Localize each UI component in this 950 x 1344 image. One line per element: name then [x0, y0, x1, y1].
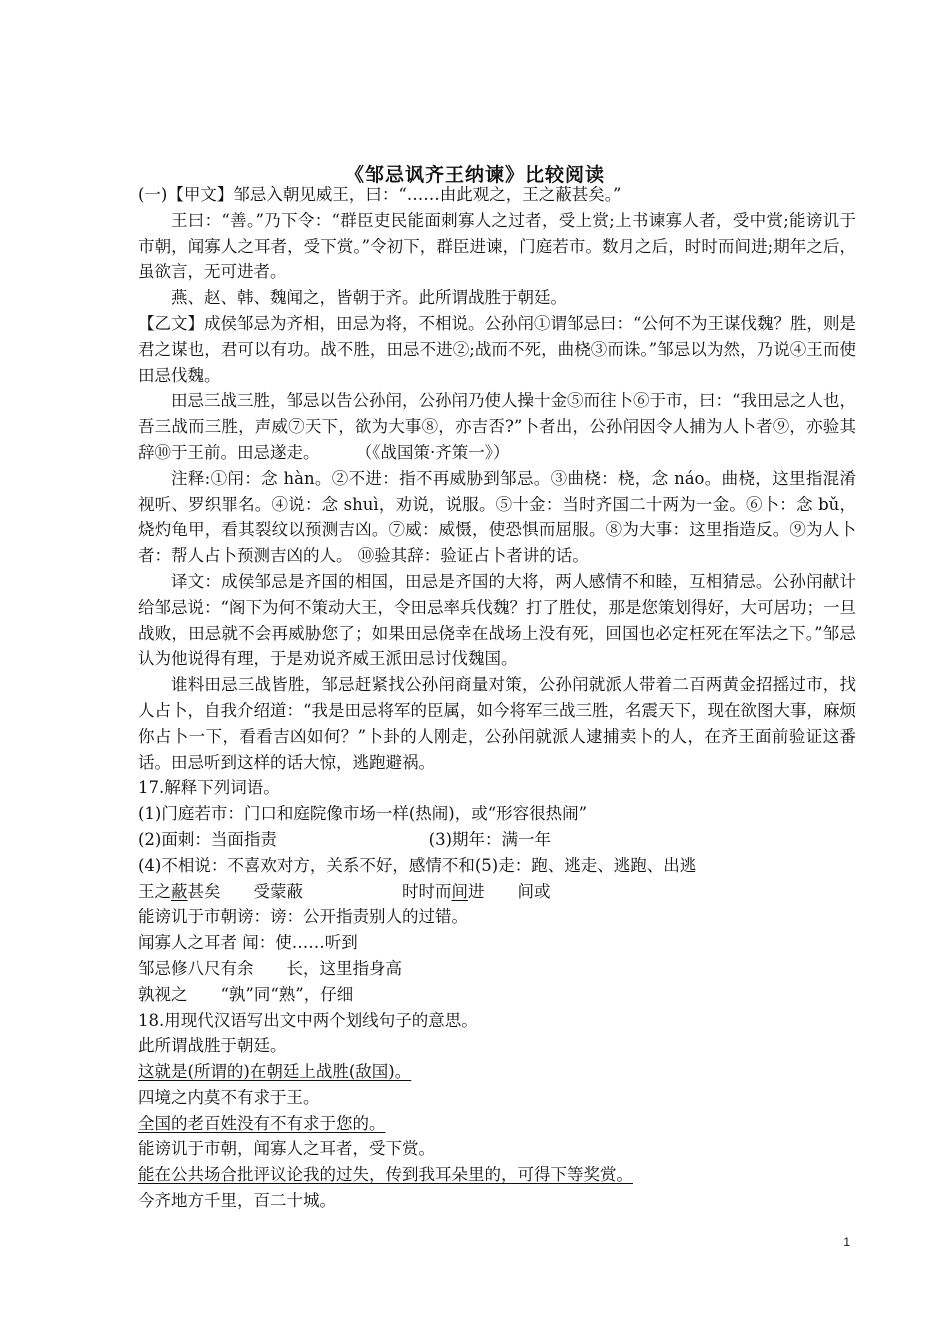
notes-paragraph: 注释:①闬：念 hàn。②不进：指不再威胁到邹忌。③曲桡：桡，念 náo。曲桡，这里指混淆视听、罗织罪名。④说：念 shuì，劝说，说服。⑤十金：当时齐国二十两为一金。⑥卜：念 bǔ，烧灼龟甲，看其裂纹以预测吉凶。⑦威：威慑，使恐惧而屈服。⑧为大事：这里指造反。⑨为人卜者：帮人占卜预测吉凶的人。 ⑩验其辞：验证占卜者讲的话。 — [138, 468, 856, 566]
page-title: 《邹忌讽齐王纳谏》比较阅读 — [344, 164, 605, 186]
jiawen-paragraph-3: 燕、赵、韩、魏闻之，皆朝于齐。此所谓战胜于朝廷。 — [171, 288, 567, 308]
q18-sentence-2: 四境之内莫不有求于王。 — [138, 1087, 320, 1107]
q17-word-post: 甚矣 — [187, 881, 221, 901]
q17-word2-post: 进 — [468, 881, 485, 901]
q17-line-4 — [138, 879, 856, 905]
q17-phrase-xiu: 邹忌修八尺有余 — [138, 958, 254, 978]
translation-paragraph-2: 谁料田忌三战皆胜，邹忌赶紧找公孙闬商量对策，公孙闬就派人带着二百两黄金招摇过市，找人占卜，自我介绍道：“我是田忌将军的臣属，如今将军三战三胜，名震天下，现在欲图大事，麻烦你占卜一下，看看吉凶如何？”卜卦的人刚走，公孙闬就派人逮捕卖卜的人，在齐王面前验证这番话。田忌听到这样的话大惊，逃跑避祸。 — [138, 675, 856, 772]
q17-line-5: 能谤讥于市朝谤：谤：公开指责别人的过错。 — [138, 907, 468, 927]
q17-item-2: (2)面刺：当面指责 — [138, 829, 277, 849]
q18-sentence-1: 此所谓战胜于朝廷。 — [138, 1036, 287, 1056]
q17-word-pre: 王之 — [138, 881, 171, 901]
q17-line-7 — [138, 956, 856, 982]
q18-sentence-4: 今齐地方千里，百二十城。 — [138, 1191, 336, 1211]
q17-word-underlined-jian: 间 — [451, 881, 468, 901]
q17-meaning-xiu: 长，这里指身高 — [286, 958, 402, 978]
q17-phrase-shu: 孰视之 — [138, 984, 188, 1004]
q18-answer-1-text: 这就是(所谓的)在朝廷上战胜(敌国)。 — [138, 1062, 412, 1082]
q17-word-meaning-jian: 间或 — [517, 881, 551, 901]
q18-answer-3-text: 能在公共场合批评议论我的过失，传到我耳朵里的，可得下等奖赏。 — [138, 1165, 633, 1185]
translation-paragraph-1: 译文：成侯邹忌是齐国的相国，田忌是齐国的大将，两人感情不和睦，互相猜忌。公孙闬献计给邹忌说：“阁下为何不策动大王，令田忌率兵伐魏？打了胜仗，那是您策划得好，大可居功；一旦战败，田忌就不会再威胁您了；如果田忌侥幸在战场上没有死，回国也必定枉死在军法之下。”邹忌认为他说得有理，于是劝说齐威王派田忌讨伐魏国。 — [138, 571, 856, 669]
jiawen-paragraph-1 — [138, 182, 856, 208]
q17-line-8 — [138, 982, 856, 1008]
q18-answer-2-text: 全国的老百姓没有不有求于您的。 — [138, 1113, 386, 1133]
q17-word2-pre: 时时而 — [402, 881, 452, 901]
q18-heading: 18.用现代汉语写出文中两个划线句子的意思。 — [138, 1010, 478, 1030]
yiwen-text-2: 田忌三战三胜，邹忌以告公孙闬，公孙闬乃使人操十金⑤而往卜⑥于市，曰：“我田忌之人也，吾三战而三胜，声威⑦天下，欲为大事⑧，亦吉否?”卜者出，公孙闬因令人捕为人卜者⑨，亦验其辞⑩于王前。田忌遂走。 — [138, 391, 856, 462]
q18-answer-2 — [138, 1111, 856, 1137]
q17-line-1: (1)门庭若市：门口和庭院像市场一样(热闹)，或“形容很热闹” — [138, 804, 588, 824]
q17-meaning-shu: “孰”同“熟”，仔细 — [220, 984, 354, 1004]
q18-sentence-3: 能谤讥于市朝，闻寡人之耳者，受下赏。 — [138, 1139, 435, 1159]
q17-line-2 — [138, 827, 856, 853]
q17-line-3: (4)不相说：不喜欢对方，关系不好，感情不和(5)走：跑、逃走、逃跑、出逃 — [138, 855, 697, 875]
q18-answer-3 — [138, 1162, 856, 1188]
yiwen-paragraph-2 — [138, 388, 856, 465]
q17-line-6: 闻寡人之耳者 闻：使……听到 — [138, 933, 358, 953]
q18-answer-1 — [138, 1059, 856, 1085]
q17-word-meaning-bi: 受蒙蔽 — [253, 881, 303, 901]
page-number: 1 — [843, 1235, 850, 1249]
q17-item-3: (3)期年：满一年 — [428, 829, 552, 849]
yiwen-paragraph-1: 【乙文】成侯邹忌为齐相，田忌为将，不相说。公孙闬①谓邹忌曰：“公何不为王谋伐魏？胜，则是君之谋也，君可以有功。战不胜，田忌不进②;战而不死，曲桡③而诛。”邹忌以为然，乃说④王而使田忌伐魏。 — [138, 313, 856, 385]
jiawen-paragraph-2: 王曰：“善。”乃下令：“群臣吏民能面刺寡人之过者，受上赏;上书谏寡人者，受中赏;能谤讥于市朝，闻寡人之耳者，受下赏。”令初下，群臣进谏，门庭若市。数月之后，时时而间进;期年之后，虽欲言，无可进者。 — [138, 210, 856, 282]
yiwen-source: （《战国策·齐策一》） — [355, 442, 510, 462]
q17-heading: 17.解释下列词语。 — [138, 778, 280, 798]
document-body — [138, 182, 856, 1214]
q17-word-underlined-bi: 蔽 — [171, 881, 188, 901]
jiawen-text-1: (一)【甲文】邹忌入朝见威王，曰：“……由此观之，王之蔽甚矣。” — [138, 185, 622, 204]
